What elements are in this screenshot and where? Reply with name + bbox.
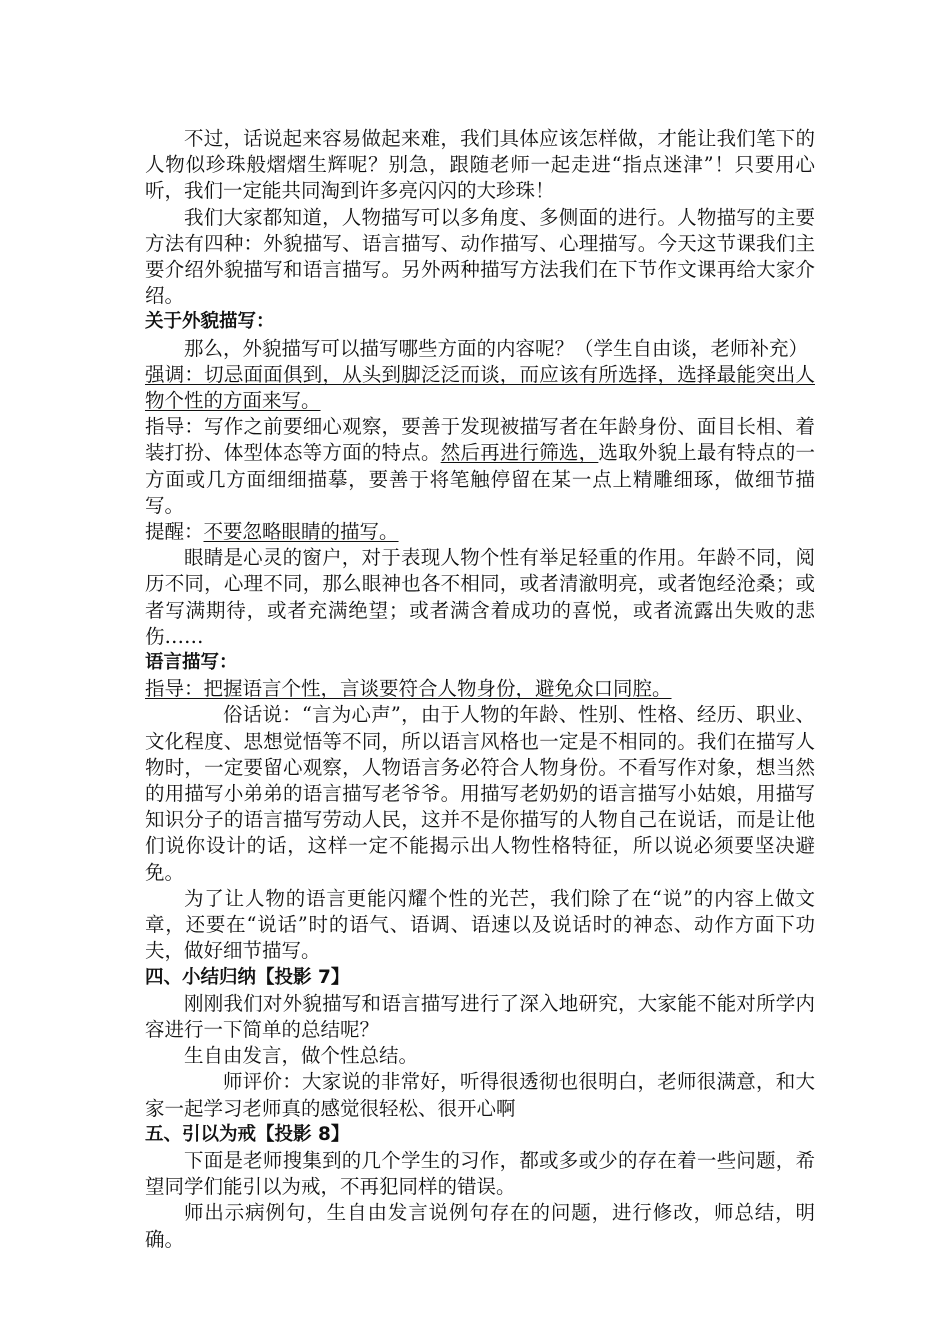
paragraph-student-work: 下面是老师搜集到的几个学生的习作，都或多或少的存在着一些问题，希望同学们能引以为戒，不再犯同样的错误。 — [145, 1148, 815, 1199]
guidance-text-c: 选取外貌上最有特点的一方面或几方面细细描摹，要善于将笔触停留在某一点上精雕细琢，做细节描写。 — [145, 441, 815, 517]
paragraph-language-guidance: 指导：把握语言个性，言谈要符合人物身份，避免众口同腔。 — [145, 677, 672, 701]
paragraph-teacher-comment: 师评价：大家说的非常好，听得很透彻也很明白，老师很满意，和大家一起学习老师真的感觉很轻松、很开心啊 — [145, 1070, 815, 1120]
paragraph-students-speak: 生自由发言，做个性总结。 — [184, 1044, 419, 1068]
paragraph-appearance-question: 那么，外貌描写可以描写哪些方面的内容呢？（学生自由谈，老师补充） — [184, 336, 809, 360]
guidance-text-a: 指导：写作之前要细心观察，要善于发现被描写者在年龄身份、面目长相、着装打扮、体型体态等方面的特点。 — [145, 415, 815, 465]
heading-language: 语言描写： — [145, 652, 238, 674]
paragraph-methods: 我们大家都知道，人物描写可以多角度、多侧面的进行。人物描写的主要方法有四种：外貌描写、语言描写、动作描写、心理描写。今天这节课我们主要介绍外貌描写和语言描写。另外两种描写方法我们在下节作文课再给大家介绍。 — [145, 205, 815, 308]
reminder-text: 不要忽略眼睛的描写。 — [203, 520, 399, 544]
paragraph-intro: 不过，话说起来容易做起来难，我们具体应该怎样做，才能让我们笔下的人物似珍珠般熠熠生辉呢？别急，跟随老师一起走进“指点迷津”！只要用心听，我们一定能共同淘到许多亮闪闪的大珍珠！ — [145, 127, 815, 203]
paragraph-guidance — [145, 414, 815, 519]
paragraph-emphasis: 强调：切忌面面俱到，从头到脚泛泛而谈，而应该有所选择，选择最能突出人物个性的方面来写。 — [145, 362, 815, 413]
paragraph-proverb: 俗话说：“言为心声”，由于人物的年龄、性别、性格、经历、职业、文化程度、思想觉悟等不同，所以语言风格也一定是不相同的。我们在描写人物时，一定要留心观察，人物语言务必符合人物身份。不看写作对象，想当然的用描写小弟弟的语言描写老爷爷。用描写老奶奶的语言描写小姑娘，用描写知识分子的语言描写劳动人民，这并不是你描写的人物自己在说话，而是让他们说你设计的话，这样一定不能揭示出人物性格特征，所以说必须要坚决避免。 — [145, 703, 815, 884]
paragraph-summary-question: 刚刚我们对外貌描写和语言描写进行了深入地研究，大家能不能对所学内容进行一下简单的总结呢？ — [145, 991, 815, 1041]
reminder-label: 提醒： — [145, 520, 204, 544]
paragraph-language-details: 为了让人物的语言更能闪耀个性的光芒，我们除了在“说”的内容上做文章，还要在“说话”时的语气、语调、语速以及说话时的神态、动作方面下功夫，做好细节描写。 — [145, 886, 815, 963]
heading-summary: 四、小结归纳【投影 7】 — [145, 966, 350, 988]
heading-appearance: 关于外貌描写： — [145, 311, 275, 333]
paragraph-corrections: 师出示病例句，生自由发言说例句存在的问题，进行修改，师总结，明确。 — [145, 1201, 815, 1251]
guidance-text-underlined: 然后再进行筛选， — [440, 441, 599, 465]
document-page — [145, 126, 815, 1253]
paragraph-reminder — [145, 519, 815, 545]
paragraph-eyes: 眼睛是心灵的窗户，对于表现人物个性有举足轻重的作用。年龄不同，阅历不同，心理不同，那么眼神也各不相同，或者清澈明亮，或者饱经沧桑；或者写满期待，或者充满绝望；或者满含着成功的喜悦，或者流露出失败的悲伤…… — [145, 546, 815, 648]
heading-lessons: 五、引以为戒【投影 8】 — [145, 1123, 350, 1145]
